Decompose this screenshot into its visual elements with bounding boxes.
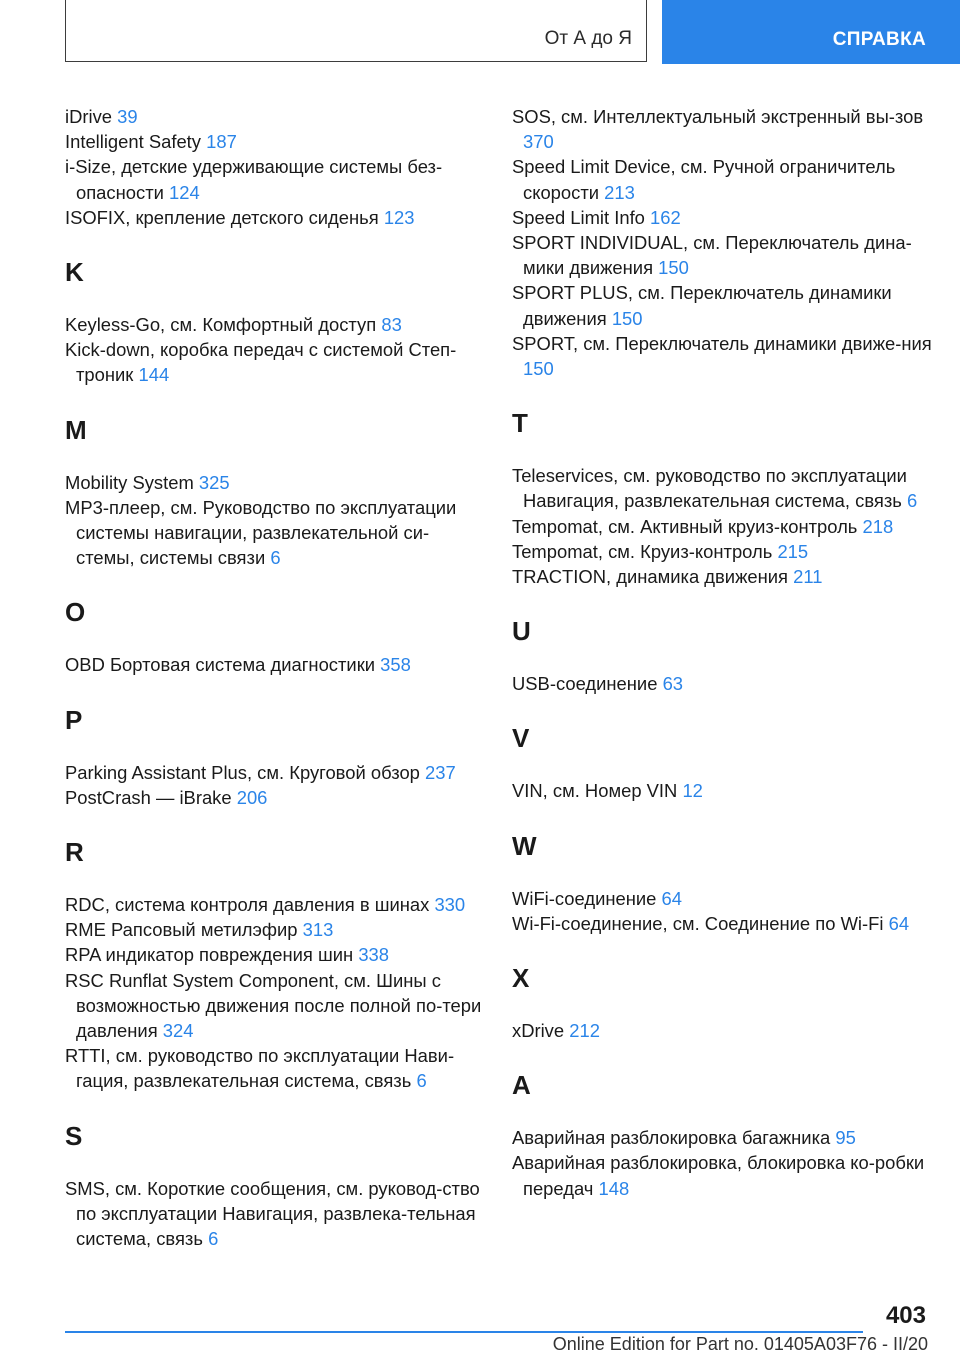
index-page-link[interactable]: 144 <box>138 364 170 386</box>
index-entry-text: SPORT, см. Переключатель динамики движе-ния <box>512 332 932 354</box>
index-page-link[interactable]: 6 <box>906 490 918 512</box>
index-page-link[interactable]: 64 <box>661 887 682 909</box>
index-page-link[interactable]: 64 <box>888 912 910 934</box>
index-entry-text: OBD Бортовая система диагностики <box>65 654 376 676</box>
index-letter-heading: R <box>65 837 84 868</box>
index-entry-text: ISOFIX, крепление детского сиденья <box>65 206 379 228</box>
index-entry <box>512 230 932 280</box>
index-page-link[interactable]: 206 <box>236 786 268 808</box>
index-entry-text: Mobility System <box>65 471 194 493</box>
footer-divider <box>65 1331 863 1333</box>
index-entry <box>512 886 932 911</box>
index-entry <box>512 1018 932 1043</box>
index-letter-heading: U <box>512 616 531 647</box>
index-entry <box>512 671 932 696</box>
index-page-link[interactable]: 187 <box>206 131 237 153</box>
index-entry-text: Tempomat, см. Круиз-контроль <box>512 540 773 562</box>
index-entry-text: Speed Limit Device, см. Ручной ограничитель скорости <box>512 156 896 203</box>
index-entry-text: Аварийная разблокировка багажника <box>512 1127 831 1149</box>
index-entry <box>512 911 932 936</box>
index-entry-text: i-Size, детские удерживающие системы без-опасности <box>65 156 443 203</box>
index-page-link[interactable]: 358 <box>380 654 411 676</box>
index-entry <box>512 154 932 204</box>
index-entry-text: USB-соединение <box>512 673 658 695</box>
index-page-link[interactable]: 213 <box>604 181 635 203</box>
index-entry <box>65 205 485 230</box>
index-entry <box>65 1043 485 1093</box>
section-tab-reference <box>662 0 960 64</box>
index-letter-heading: V <box>512 723 530 754</box>
index-entry-text: PostCrash — iBrake <box>65 786 232 808</box>
index-entry-text: Kick-down, коробка передач с системой Степ-троник <box>65 339 457 386</box>
index-entry-text: Wi-Fi-соединение, см. Соединение по Wi-Fi <box>512 912 884 934</box>
index-entry <box>65 104 485 129</box>
index-page-link[interactable]: 124 <box>169 181 200 203</box>
index-page-link[interactable]: 39 <box>117 106 138 127</box>
index-entry <box>65 892 485 917</box>
index-page-link[interactable]: 338 <box>358 944 389 966</box>
index-entry <box>512 1150 932 1200</box>
index-entry-text: SPORT INDIVIDUAL, см. Переключатель дина-мики движения <box>512 232 912 279</box>
index-entry-text: SOS, см. Интеллектуальный экстренный вы-зов <box>512 106 924 127</box>
index-page-link[interactable]: 324 <box>162 1020 194 1042</box>
page-number: 403 <box>885 1302 926 1329</box>
index-entry <box>65 154 485 204</box>
section-tab-a-to-z <box>65 0 647 62</box>
index-letter-heading: T <box>512 408 528 439</box>
index-entry <box>65 968 485 1044</box>
index-page-link[interactable]: 12 <box>682 780 703 802</box>
index-page-link[interactable]: 313 <box>302 919 334 941</box>
index-column-right <box>512 104 932 1201</box>
index-entry <box>512 539 932 564</box>
index-entry <box>512 514 932 539</box>
index-entry-text: MP3-плеер, см. Руководство по эксплуатации системы навигации, развлекательной си-стемы, системы связи <box>65 496 457 569</box>
index-entry-text: SPORT PLUS, см. Переключатель динамики движения <box>512 282 892 329</box>
index-entry <box>65 942 485 967</box>
index-entry-text: Tempomat, см. Активный круиз-контроль <box>512 515 858 537</box>
index-letter-heading: O <box>65 597 86 628</box>
index-entry <box>65 917 485 942</box>
section-tab-label: От А до Я <box>544 28 632 49</box>
section-tab-label: СПРАВКА <box>832 29 926 50</box>
index-page-link[interactable]: 215 <box>777 540 809 562</box>
index-entry <box>512 564 932 589</box>
index-entry <box>512 205 932 230</box>
index-entry-text: xDrive <box>512 1020 565 1042</box>
index-entry-text: RDC, система контроля давления в шинах <box>65 894 430 916</box>
index-entry <box>512 331 932 381</box>
index-entry-text: Parking Assistant Plus, см. Круговой обзор <box>65 761 420 783</box>
index-page-link[interactable]: 6 <box>208 1228 219 1250</box>
index-entry-text: RPA индикатор повреждения шин <box>65 944 354 966</box>
index-page-link[interactable]: 212 <box>569 1020 600 1042</box>
index-entry-text: Intelligent Safety <box>65 131 201 153</box>
index-page-link[interactable]: 330 <box>434 894 466 916</box>
index-entry <box>512 104 932 154</box>
index-page-link[interactable]: 150 <box>523 358 554 380</box>
index-entry-text: Speed Limit Info <box>512 206 645 228</box>
index-page-link[interactable]: 211 <box>793 566 823 588</box>
index-page-link[interactable]: 218 <box>862 515 894 537</box>
index-entry <box>65 495 485 571</box>
index-entry <box>512 463 932 513</box>
index-page-link[interactable]: 95 <box>835 1127 856 1149</box>
index-entry <box>512 778 932 803</box>
index-entry-text: RME Рапсовый метилэфир <box>65 919 298 941</box>
index-letter-heading: P <box>65 704 83 735</box>
index-entry-text: Teleservices, см. руководство по эксплуатации Навигация, развлекательная система, связь <box>512 465 907 512</box>
index-page-link[interactable]: 63 <box>662 673 684 695</box>
index-page-link[interactable]: 83 <box>381 314 402 336</box>
index-page-link[interactable]: 148 <box>598 1177 630 1199</box>
index-entry-text: Keyless-Go, см. Комфортный доступ <box>65 314 377 336</box>
index-entry <box>65 760 485 785</box>
index-letter-heading: S <box>65 1120 83 1151</box>
index-page-link[interactable]: 325 <box>198 471 230 493</box>
index-entry-text: RSC Runflat System Component, см. Шины с возможностью движения после полной по-тери давления <box>65 969 482 1042</box>
index-entry <box>512 1125 932 1150</box>
index-page-link[interactable]: 6 <box>416 1070 427 1092</box>
index-entry <box>512 280 932 330</box>
index-page-link[interactable]: 6 <box>270 547 281 569</box>
index-entry <box>65 129 485 154</box>
index-entry-text: SMS, см. Короткие сообщения, см. руковод-ство по эксплуатации Навигация, развлека-тельная система, связь <box>65 1177 480 1250</box>
index-entry-text: WiFi-соединение <box>512 887 657 909</box>
index-letter-heading: A <box>512 1070 531 1101</box>
index-letter-heading: M <box>65 414 87 445</box>
index-entry <box>65 652 485 677</box>
index-page-link[interactable]: 162 <box>650 206 681 228</box>
index-page-link[interactable]: 237 <box>425 761 456 783</box>
index-letter-heading: X <box>512 963 530 994</box>
index-entry <box>65 337 485 387</box>
index-entry <box>65 1176 485 1252</box>
index-entry <box>65 470 485 495</box>
index-entry <box>65 312 485 337</box>
index-page-link[interactable]: 370 <box>523 131 554 153</box>
index-entry-text: VIN, см. Номер VIN <box>512 780 678 802</box>
footer-edition: Online Edition for Part no. 01405A03F76 - II/20 <box>552 1334 928 1354</box>
index-page-link[interactable]: 150 <box>611 307 643 329</box>
index-entry-text: iDrive <box>65 106 113 127</box>
index-column-left <box>65 104 485 1251</box>
index-entry-text: RTTI, см. руководство по эксплуатации Нави-гация, развлекательная система, связь <box>65 1045 455 1092</box>
index-page-link[interactable]: 150 <box>658 257 689 279</box>
index-entry <box>65 785 485 810</box>
index-letter-heading: W <box>512 830 537 861</box>
index-entry-text: TRACTION, динамика движения <box>512 566 788 588</box>
index-entry-text: Аварийная разблокировка, блокировка ко-робки передач <box>512 1152 925 1199</box>
index-letter-heading: K <box>65 257 84 288</box>
index-page-link[interactable]: 123 <box>383 206 415 228</box>
